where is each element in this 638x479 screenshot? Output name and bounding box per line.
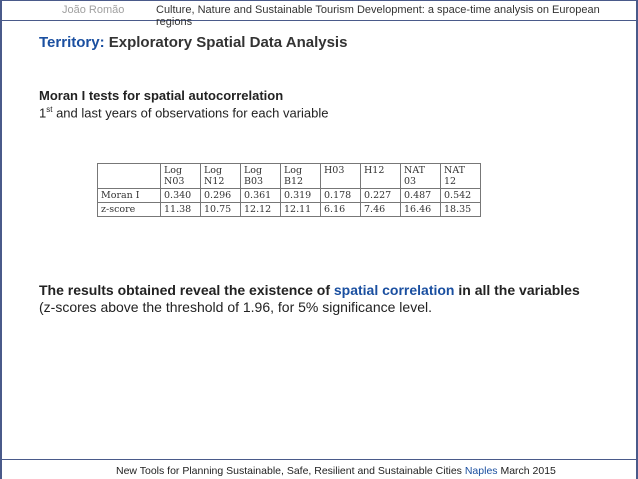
footer-text-a: New Tools for Planning Sustainable, Safe, Resilient and Sustainable Cities bbox=[116, 465, 465, 477]
subline-ordinal-suffix: st bbox=[46, 105, 53, 114]
results-statement bbox=[39, 282, 580, 298]
section-subheading bbox=[39, 105, 329, 120]
table-header-cell: Log B03 bbox=[241, 164, 281, 189]
results-text-b: in all the variables bbox=[454, 282, 580, 298]
table-cell: 0.178 bbox=[321, 189, 361, 203]
table-cell: 0.340 bbox=[161, 189, 201, 203]
slide-header bbox=[0, 0, 638, 28]
table-header-cell: Log B12 bbox=[281, 164, 321, 189]
moran-table bbox=[97, 163, 481, 217]
table-row-label: Moran I bbox=[98, 189, 161, 203]
table-row-label: z-score bbox=[98, 203, 161, 217]
table-cell: 0.542 bbox=[441, 189, 481, 203]
subline-ordinal: 1 bbox=[39, 105, 47, 121]
slide-title bbox=[39, 34, 347, 51]
table-header-row bbox=[98, 164, 481, 189]
table-cell: 12.12 bbox=[241, 203, 281, 217]
header-title: Culture, Nature and Sustainable Tourism Development: a space-time analysis on European regions bbox=[156, 4, 600, 28]
table-cell: 0.319 bbox=[281, 189, 321, 203]
table-header-cell: H03 bbox=[321, 164, 361, 189]
table-cell: 18.35 bbox=[441, 203, 481, 217]
results-text-a: The results obtained reveal the existence of bbox=[39, 282, 334, 298]
table-header-cell bbox=[98, 164, 161, 189]
table-cell: 6.16 bbox=[321, 203, 361, 217]
table-cell: 0.361 bbox=[241, 189, 281, 203]
footer-text bbox=[116, 465, 556, 477]
footer-text-b: March 2015 bbox=[497, 465, 556, 477]
table-cell: 0.487 bbox=[401, 189, 441, 203]
table-cell: 11.38 bbox=[161, 203, 201, 217]
header-author: João Romão bbox=[62, 4, 125, 16]
table-header-cell: Log N03 bbox=[161, 164, 201, 189]
table-header-cell: NAT 12 bbox=[441, 164, 481, 189]
table-cell: 12.11 bbox=[281, 203, 321, 217]
section-heading: Moran I tests for spatial autocorrelation bbox=[39, 88, 284, 103]
table-cell: 10.75 bbox=[201, 203, 241, 217]
footer-city: Naples bbox=[464, 465, 498, 477]
results-highlight: spatial correlation bbox=[333, 282, 455, 298]
slide-title-prefix: Territory: bbox=[39, 34, 105, 51]
table-row bbox=[98, 203, 481, 217]
table-cell: 0.227 bbox=[361, 189, 401, 203]
table-row bbox=[98, 189, 481, 203]
table-header-cell: Log N12 bbox=[201, 164, 241, 189]
slide-footer bbox=[0, 459, 638, 479]
slide-title-main: Exploratory Spatial Data Analysis bbox=[108, 34, 348, 51]
table-header-cell: H12 bbox=[361, 164, 401, 189]
frame-left-bar bbox=[0, 0, 2, 479]
subline-rest: and last years of observations for each variable bbox=[52, 105, 329, 121]
results-note: (z-scores above the threshold of 1.96, for 5% significance level. bbox=[39, 299, 432, 315]
table-cell: 7.46 bbox=[361, 203, 401, 217]
table-cell: 0.296 bbox=[201, 189, 241, 203]
table-cell: 16.46 bbox=[401, 203, 441, 217]
table-header-cell: NAT 03 bbox=[401, 164, 441, 189]
